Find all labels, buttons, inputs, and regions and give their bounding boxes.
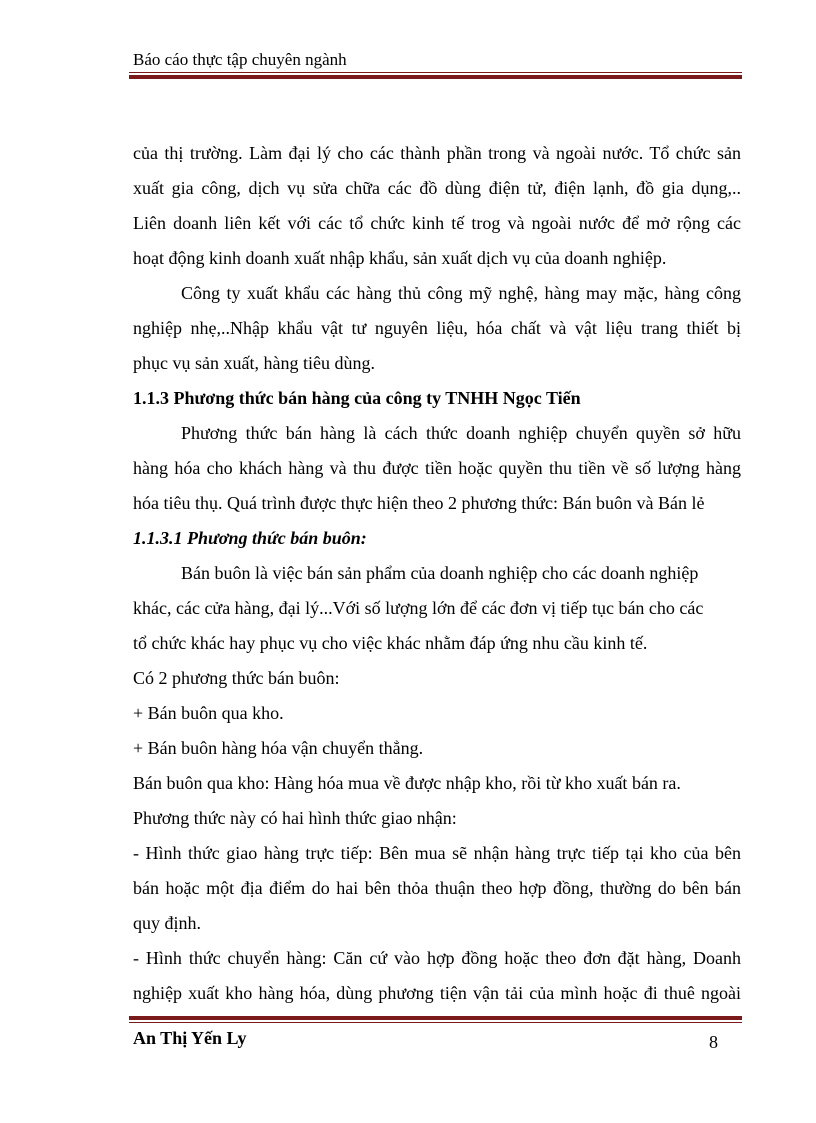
page-header-title: Báo cáo thực tập chuyên ngành	[133, 50, 347, 69]
section-heading: 1.1.3 Phương thức bán hàng của công ty TNHH Ngọc Tiến	[133, 388, 581, 408]
body-line: Có 2 phương thức bán buôn:	[133, 668, 340, 688]
body-line: phục vụ sản xuất, hàng tiêu dùng.	[133, 353, 375, 373]
body-line: - Hình thức chuyển hàng: Căn cứ vào hợp đồng hoặc theo đơn đặt hàng, Doanh	[133, 948, 741, 968]
body-line: hóa tiêu thụ. Quá trình được thực hiện theo 2 phương thức: Bán buôn và Bán lẻ	[133, 493, 705, 513]
body-line: Công ty xuất khẩu các hàng thủ công mỹ nghệ, hàng may mặc, hàng công	[181, 283, 741, 303]
body-line: xuất gia công, dịch vụ sửa chữa các đồ dùng điện tử, điện lạnh, đồ gia dụng,..	[133, 178, 741, 198]
list-item: + Bán buôn qua kho.	[133, 703, 284, 723]
body-line: nghiệp nhẹ,..Nhập khẩu vật tư nguyên liệu, hóa chất và vật liệu trang thiết bị	[133, 318, 741, 338]
body-line: của thị trường. Làm đại lý cho các thành phần trong và ngoài nước. Tổ chức sản	[133, 143, 741, 163]
subsection-heading: 1.1.3.1 Phương thức bán buôn:	[133, 528, 367, 548]
footer-author: An Thị Yến Ly	[133, 1028, 247, 1048]
body-line: Phương thức bán hàng là cách thức doanh nghiệp chuyển quyền sở hữu	[181, 423, 741, 443]
body-line: khác, các cửa hàng, đại lý...Với số lượng lớn để các đơn vị tiếp tục bán cho các	[133, 598, 704, 618]
body-line: nghiệp xuất kho hàng hóa, dùng phương tiện vận tải của mình hoặc đi thuê ngoài	[133, 983, 741, 1003]
page-number: 8	[709, 1032, 718, 1052]
body-line: tổ chức khác hay phục vụ cho việc khác nhằm đáp ứng nhu cầu kinh tế.	[133, 633, 648, 653]
body-line: Bán buôn qua kho: Hàng hóa mua về được nhập kho, rồi từ kho xuất bán ra.	[133, 773, 681, 793]
body-line: Bán buôn là việc bán sản phẩm của doanh nghiệp cho các doanh nghiệp	[181, 563, 699, 583]
body-line: hàng hóa cho khách hàng và thu được tiền hoặc quyền thu tiền về số lượng hàng	[133, 458, 741, 478]
list-item: + Bán buôn hàng hóa vận chuyển thẳng.	[133, 738, 424, 758]
document-body	[133, 136, 741, 1011]
header-divider	[129, 72, 742, 79]
body-line: Liên doanh liên kết với các tổ chức kinh tế trog và ngoài nước để mở rộng các	[133, 213, 741, 233]
footer-divider	[129, 1016, 742, 1023]
body-line: - Hình thức giao hàng trực tiếp: Bên mua sẽ nhận hàng trực tiếp tại kho của bên	[133, 843, 741, 863]
body-line: Phương thức này có hai hình thức giao nhận:	[133, 808, 457, 828]
body-line: hoạt động kinh doanh xuất nhập khẩu, sản xuất dịch vụ của doanh nghiệp.	[133, 248, 667, 268]
body-line: quy định.	[133, 913, 202, 933]
body-line: bán hoặc một địa điểm do hai bên thỏa thuận theo hợp đồng, thường do bên bán	[133, 878, 741, 898]
